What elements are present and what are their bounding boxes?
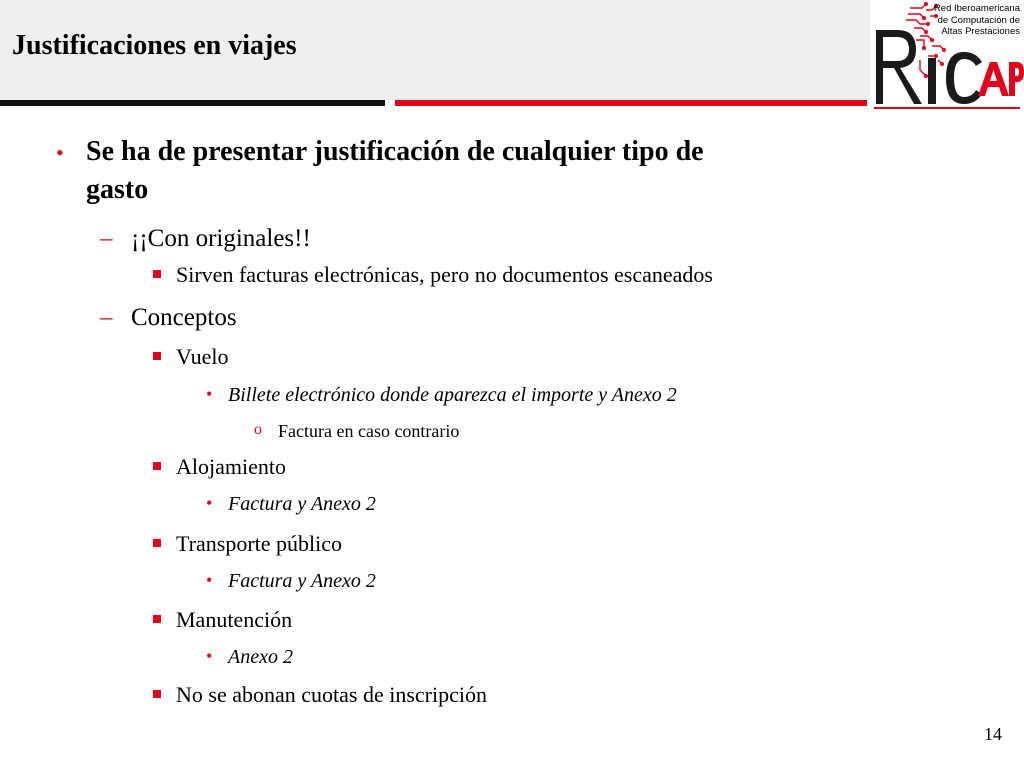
logo-org-line: Altas Prestaciones: [941, 26, 1020, 37]
item-text: Alojamiento: [176, 454, 286, 479]
item-text: Sirven facturas electrónicas, pero no documentos escaneados: [176, 262, 713, 287]
dash-marker: –: [100, 225, 113, 252]
square-marker: [153, 462, 161, 470]
bullet-marker: •: [206, 384, 213, 404]
logo-org-line: Red Iberoamericana: [933, 3, 1020, 14]
item-text: Transporte público: [176, 531, 343, 556]
square-marker: [153, 690, 161, 698]
bullet-text: gasto: [86, 174, 149, 205]
detail-text: Billete electrónico donde aparezca el importe y Anexo 2: [228, 384, 677, 406]
bullet-marker: •: [56, 140, 64, 165]
logo-org-line: de Computación de: [937, 14, 1020, 26]
square-marker: [153, 539, 161, 547]
item-text: No se abonan cuotas de inscripción: [176, 682, 487, 707]
circle-marker: o: [254, 421, 262, 438]
square-marker: [153, 352, 161, 360]
slide-title: Justificaciones en viajes: [12, 30, 297, 61]
bullet-marker: •: [206, 493, 213, 513]
detail-text: Factura y Anexo 2: [228, 493, 376, 515]
item-text: Manutención: [176, 607, 293, 632]
detail-text: Anexo 2: [228, 646, 293, 668]
detail-text: Factura y Anexo 2: [228, 570, 376, 592]
subbullet-text: ¡¡Con originales!!: [131, 225, 311, 252]
square-marker: [153, 615, 161, 623]
subbullet-text: Conceptos: [131, 304, 237, 331]
dash-marker: –: [100, 304, 113, 331]
item-text: Vuelo: [176, 344, 229, 369]
square-marker: [153, 270, 161, 278]
bullet-text: Se ha de presentar justificación de cualquier tipo de: [86, 136, 704, 167]
bullet-marker: •: [206, 646, 213, 666]
note-text: Factura en caso contrario: [278, 421, 460, 441]
page-number: 14: [984, 724, 1002, 744]
bullet-marker: •: [206, 570, 213, 590]
